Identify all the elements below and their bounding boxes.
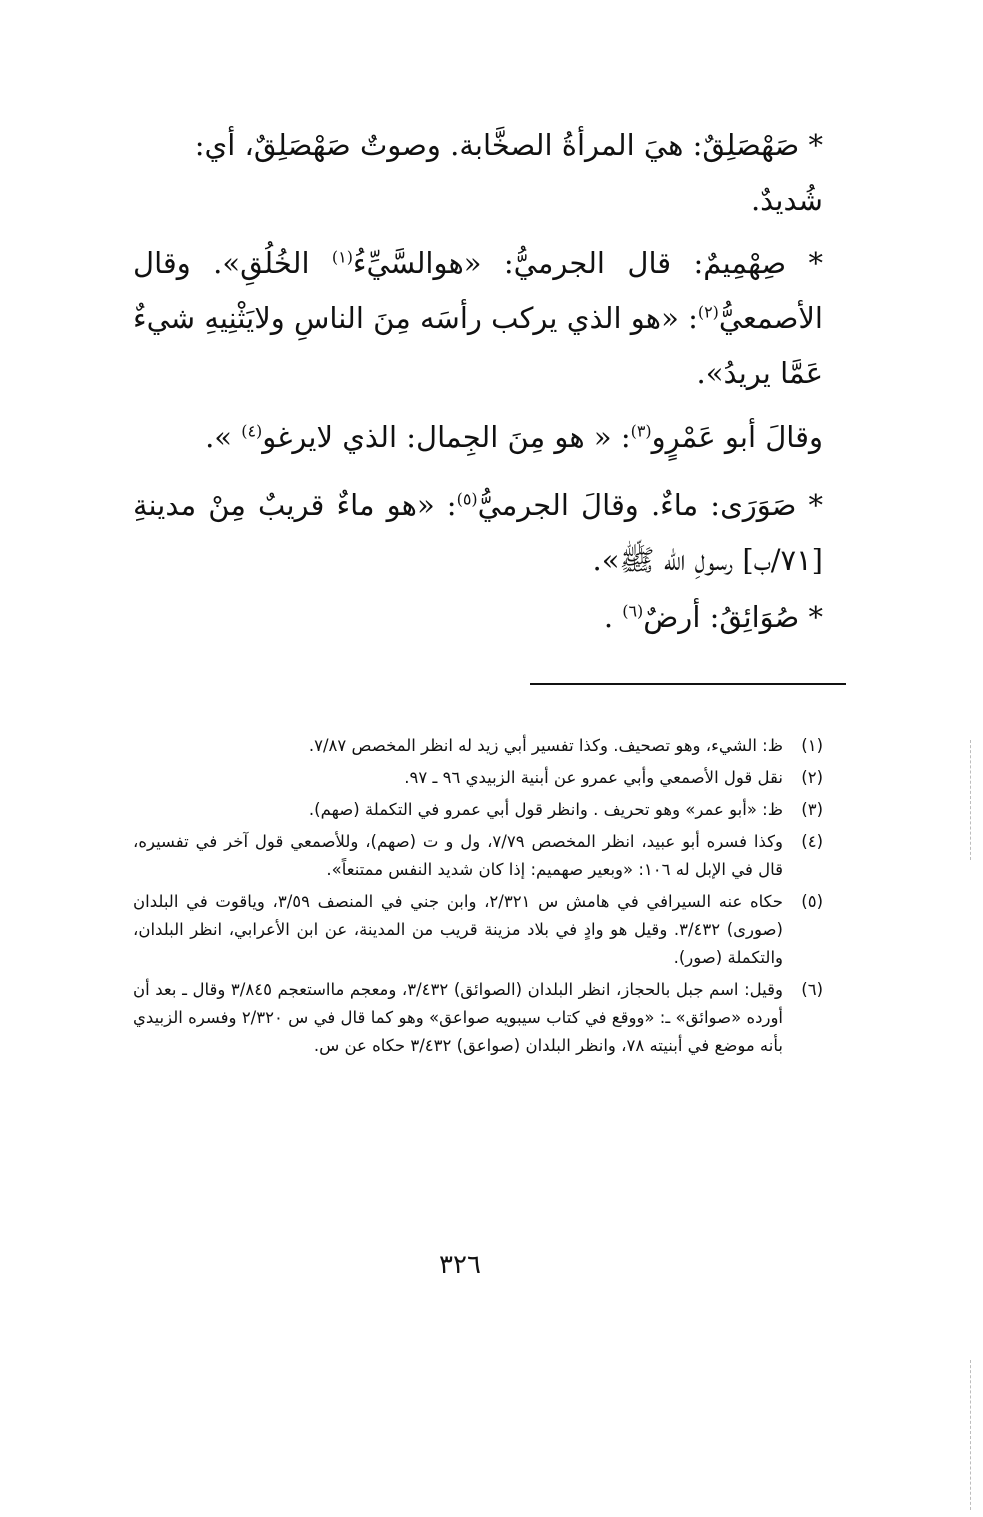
footnote-ref: (١) (331, 247, 353, 267)
footnote-divider (530, 683, 846, 685)
entry-abu-amr (133, 410, 823, 465)
entry-text: * صِهْمِيمٌ: قال الجرميُّ: «هوالسَّيِّءُ (352, 246, 823, 280)
footnote-number: (٥) (801, 892, 823, 911)
page-number: ٣٢٦ (439, 1250, 481, 1280)
footnote-number: (١) (801, 736, 823, 755)
entry-text: : «هو الذي يركب رأسَه مِنَ الناسِ ولايَثْنِيهِ شيءٌ عَمَّا يريدُ». (133, 301, 823, 390)
footnote-5 (133, 888, 823, 972)
footnote-ref: (٦) (622, 601, 644, 621)
footnote-text: ظ: الشيء، وهو تصحيف. وكذا تفسير أبي زيد له انظر المخصص ٧/٨٧. (308, 736, 783, 755)
footnote-text: وكذا فسره أبو عبيد، انظر المخصص ٧/٧٩، ول و ت (صهم)، وللأصمعي قول آخر في تفسيره، قال في الإبل له ١٠٦: «وبعير صهميم: إذا كان شديد النفس ممتنعاً». (133, 832, 783, 879)
footnote-text: حكاه عنه السيرافي في هامش س ٢/٣٢١، وابن جني في المنصف ٣/٥٩، وياقوت في البلدان (صورى) ٣/٤٣٢. وقيل هو وادٍ في بلاد مزينة قريب من المدينة، عن ابن الأعرابي، انظر البلدان، والتكملة (صور). (133, 892, 783, 967)
footnote-text: نقل قول الأصمعي وأبي عمرو عن أبنية الزبيدي ٩٦ ـ ٩٧. (404, 768, 783, 787)
entry-line: * صَهْصَلِقٌ: هيَ المرأةُ الصخَّابة. وصوتٌ صَهْصَلِقٌ، أي: (194, 128, 823, 162)
footnote-ref: (٤) (241, 421, 263, 441)
footnotes (133, 732, 823, 1064)
entry-sihmim (133, 236, 823, 401)
footnote-4 (133, 828, 823, 884)
footnote-1 (133, 732, 823, 760)
footnote-2 (133, 764, 823, 792)
entry-text: الخُلُقِ». وقال الأصمعيُّ (133, 246, 823, 335)
footnote-6 (133, 976, 823, 1060)
footnote-text: ظ: «أبو عمر» وهو تحريف . وانظر قول أبي عمرو في التكملة (صهم). (308, 800, 783, 819)
entry-sawaiq (133, 590, 823, 645)
scan-margin-mark (970, 740, 971, 860)
entry-text: وقالَ أبو عَمْرٍو (651, 420, 823, 454)
entry-sahsaliq (133, 118, 823, 228)
footnote-number: (٦) (801, 980, 823, 999)
footnote-ref: (٢) (697, 302, 719, 322)
footnote-number: (٤) (801, 832, 823, 851)
scan-margin-mark (970, 1360, 971, 1510)
footnote-ref: (٣) (630, 421, 652, 441)
entry-text: ». (205, 420, 242, 454)
entry-text: * صَوَرَى: ماءٌ. وقالَ الجرميُّ (477, 488, 824, 522)
footnote-number: (٣) (801, 800, 823, 819)
footnote-text: وقيل: اسم جبل بالحجاز، انظر البلدان (الصوائق) ٣/٤٣٢، ومعجم مااستعجم ٣/٨٤٥ وقال ـ بعد أن أورده «صوائق» ـ: «ووقع في كتاب سيبويه صواعق» وهو كما قال في س ٢/٣٢٠ وفسره الزبيدي بأنه موضع في أبنيته ٧٨، وانظر البلدان (صواعق) ٣/٤٣٢ حكاه عن س. (133, 980, 783, 1055)
entry-text: : «هو ماءٌ قريبٌ مِنْ مدينةِ [٧١/ب] رسولِ الله ﷺ». (133, 488, 823, 577)
entry-line: شُديدٌ. (750, 183, 823, 217)
entry-text: * صُوَائِقُ: أرضٌ (643, 600, 823, 634)
entry-text: . (603, 600, 623, 634)
footnote-ref: (٥) (456, 489, 478, 509)
entry-text: : « هو مِنَ الجِمال: الذي لايرغو (262, 420, 631, 454)
footnote-number: (٢) (801, 768, 823, 787)
entry-sawara (133, 478, 823, 588)
footnote-3 (133, 796, 823, 824)
